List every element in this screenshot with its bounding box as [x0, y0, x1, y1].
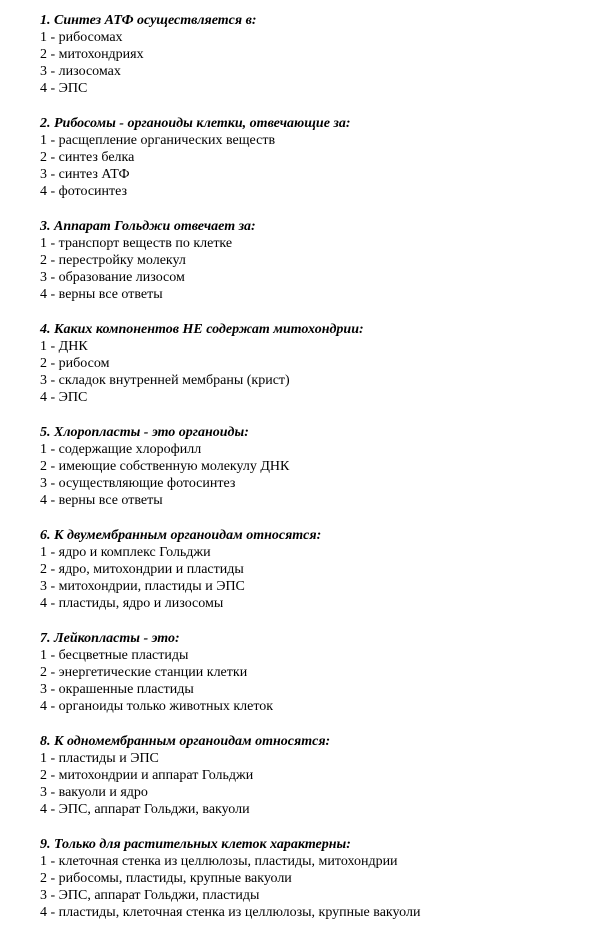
question-7 [40, 630, 600, 715]
answer-option: 1 - расщепление органических веществ [40, 133, 276, 148]
question-3 [40, 218, 600, 303]
question-title: 3. Аппарат Гольджи отвечает за: [40, 219, 256, 234]
question-1 [40, 12, 600, 97]
answer-option: 1 - ДНК [40, 339, 88, 354]
answer-option: 4 - органоиды только животных клеток [40, 699, 274, 714]
question-9 [40, 836, 600, 921]
answer-option: 4 - пластиды, ядро и лизосомы [40, 596, 224, 611]
answer-option: 2 - ядро, митохондрии и пластиды [40, 562, 244, 577]
question-title: 6. К двумембранным органоидам относятся: [40, 528, 322, 543]
answer-option: 4 - пластиды, клеточная стенка из целлюлозы, крупные вакуоли [40, 905, 421, 920]
answer-option: 2 - перестройку молекул [40, 253, 186, 268]
answer-option: 2 - митохондрии и аппарат Гольджи [40, 768, 254, 783]
answer-option: 2 - рибосом [40, 356, 110, 371]
answer-option: 2 - энергетические станции клетки [40, 665, 248, 680]
question-8 [40, 733, 600, 818]
answer-option: 4 - верны все ответы [40, 493, 163, 508]
answer-option: 3 - ЭПС, аппарат Гольджи, пластиды [40, 888, 260, 903]
question-2 [40, 115, 600, 200]
answer-option: 3 - осуществляющие фотосинтез [40, 476, 236, 491]
answer-option: 3 - вакуоли и ядро [40, 785, 148, 800]
answer-option: 1 - ядро и комплекс Гольджи [40, 545, 211, 560]
answer-option: 3 - лизосомах [40, 64, 121, 79]
question-4 [40, 321, 600, 406]
answer-option: 1 - содержащие хлорофилл [40, 442, 202, 457]
question-6 [40, 527, 600, 612]
question-title: 1. Синтез АТФ осуществляется в: [40, 13, 257, 28]
answer-option: 1 - транспорт веществ по клетке [40, 236, 233, 251]
answer-option: 4 - ЭПС [40, 390, 88, 405]
answer-option: 3 - образование лизосом [40, 270, 185, 285]
question-title: 9. Только для растительных клеток характерны: [40, 837, 351, 852]
answer-option: 1 - бесцветные пластиды [40, 648, 189, 663]
answer-option: 2 - митохондриях [40, 47, 144, 62]
answer-option: 3 - синтез АТФ [40, 167, 130, 182]
question-5 [40, 424, 600, 509]
answer-option: 4 - ЭПС, аппарат Гольджи, вакуоли [40, 802, 250, 817]
question-title: 4. Каких компонентов НЕ содержат митохондрии: [40, 322, 364, 337]
question-title: 7. Лейкопласты - это: [40, 631, 180, 646]
answer-option: 3 - окрашенные пластиды [40, 682, 194, 697]
answer-option: 2 - имеющие собственную молекулу ДНК [40, 459, 290, 474]
answer-option: 1 - клеточная стенка из целлюлозы, пластиды, митохондрии [40, 854, 398, 869]
quiz-document [40, 12, 600, 939]
question-title: 2. Рибосомы - органоиды клетки, отвечающие за: [40, 116, 351, 131]
answer-option: 4 - верны все ответы [40, 287, 163, 302]
answer-option: 1 - рибосомах [40, 30, 123, 45]
question-title: 8. К одномембранным органоидам относятся: [40, 734, 331, 749]
answer-option: 1 - пластиды и ЭПС [40, 751, 159, 766]
answer-option: 4 - ЭПС [40, 81, 88, 96]
answer-option: 2 - синтез белка [40, 150, 135, 165]
answer-option: 3 - складок внутренней мембраны (крист) [40, 373, 290, 388]
answer-option: 3 - митохондрии, пластиды и ЭПС [40, 579, 245, 594]
answer-option: 4 - фотосинтез [40, 184, 128, 199]
question-title: 5. Хлоропласты - это органоиды: [40, 425, 249, 440]
answer-option: 2 - рибосомы, пластиды, крупные вакуоли [40, 871, 292, 886]
